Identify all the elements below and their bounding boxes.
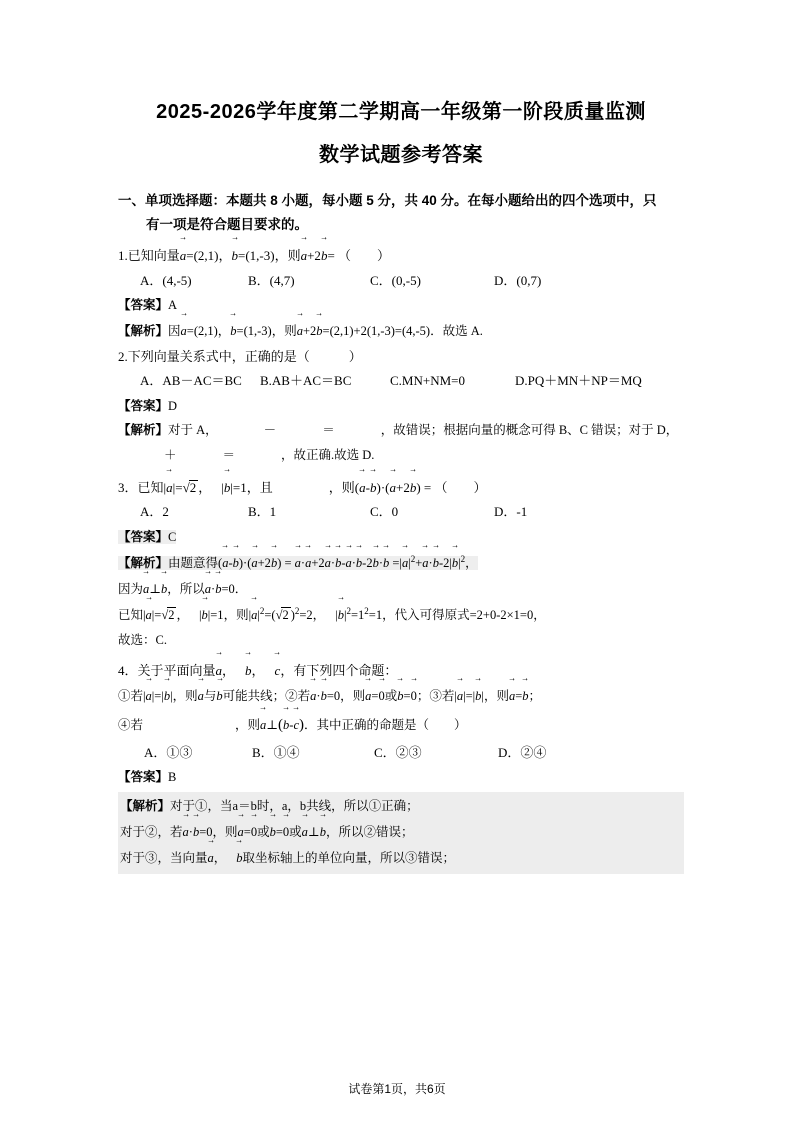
q4-vec-c: → c bbox=[275, 657, 281, 683]
question-1-options bbox=[118, 269, 684, 294]
question-1-answer bbox=[118, 293, 684, 317]
section-heading-line1: 一、单项选择题：本题共 8 小题，每小题 5 分，共 40 分。在每小题给出的四个选项中，只 bbox=[118, 193, 657, 208]
q4-answer-value: B bbox=[168, 770, 177, 785]
question-2-answer: 【答案】D bbox=[118, 398, 178, 413]
section-heading bbox=[118, 189, 684, 236]
question-4-analysis-line3: 对于③，当向量→ a， → b取坐标轴上的单位向量，所以③错误； bbox=[120, 845, 680, 871]
q3-vec-b: → b bbox=[224, 474, 231, 500]
q1-vector-a: → a bbox=[180, 242, 187, 268]
q3-option-b[interactable]: B．1 bbox=[248, 504, 277, 520]
question-3-analysis-line1: 【解析】由题意得(→ a-→ b)·(→ a+2→ b) = → a·→ a+2→ a·→ b-→ a·→ b-2→ b·→ b =|→ $a|^2+\to a\cdot\to b-2|\to b|^2$， bbox=[118, 549, 684, 575]
q1-option-d[interactable]: D．(0,7) bbox=[494, 272, 542, 288]
question-2-analysis-line1: 【解析】对于 A， － ＝ ，故错误；根据向量的概念可得 B、C 错误；对于 D， bbox=[118, 423, 679, 438]
q1-an-vec-a2: → a bbox=[297, 318, 303, 344]
question-2-options bbox=[118, 369, 684, 394]
question-4-stem: 4．关于平面向量→ a， → b， → c，有下列四个命题： bbox=[118, 657, 684, 683]
question-4-answer: 【答案】B bbox=[118, 770, 177, 785]
q2-option-c[interactable]: C.MN+NM=0 bbox=[390, 373, 465, 388]
question-4-analysis-line2: 对于②，若→ a·→ b=0，则→ a=→ 0或→ b=→ 0或→ a⊥→ b，所以②错误； bbox=[120, 819, 680, 845]
question-4-analysis-block bbox=[118, 792, 684, 874]
q1-eq2: =(1,-3)，则 bbox=[238, 248, 301, 264]
q1-vector-a2: → a bbox=[301, 242, 308, 268]
q2-answer-value: D bbox=[168, 398, 178, 413]
q1-option-b[interactable]: B．(4,7) bbox=[248, 272, 295, 288]
page-footer: 试卷第1页，共6页 bbox=[348, 1082, 446, 1096]
page-title-line2: 数学试题参考答案 bbox=[319, 144, 483, 166]
question-3-options bbox=[118, 500, 684, 525]
q1-vector-b2: → b bbox=[321, 242, 328, 268]
q3-answer-value: C bbox=[168, 530, 177, 545]
question-3-analysis-line2: 因为→ a⊥→ b，所以→ a·→ b=0． bbox=[118, 576, 684, 602]
q3-option-c[interactable]: C．0 bbox=[370, 504, 399, 520]
page-title-line1: 2025-2026学年度第二学期高一年级第一阶段质量监测 bbox=[156, 101, 646, 123]
question-4-analysis-line1: 【解析】对于①，当a＝b时，a，b共线，所以①正确； bbox=[120, 798, 419, 813]
q3-vec-b3: → b bbox=[410, 474, 417, 500]
q4-option-c[interactable]: C．②③ bbox=[374, 744, 422, 760]
question-3-analysis-line4: 故选：C. bbox=[118, 632, 167, 647]
question-2-analysis-line2: ＋ ＝ ，故正确.故选 D. bbox=[164, 448, 375, 463]
q1-an-vec-b2: → b bbox=[316, 318, 322, 344]
q1-an-vec-a: → a bbox=[181, 318, 187, 344]
question-4-options bbox=[118, 741, 684, 766]
q1-stem-prefix: 1.已知向量 bbox=[118, 248, 180, 264]
q2-option-d[interactable]: D.PQ＋MN＋NP＝MQ bbox=[515, 373, 642, 388]
q2-option-a[interactable]: A．AB－AC＝BC bbox=[140, 373, 242, 388]
q3-option-a[interactable]: A．2 bbox=[140, 504, 169, 520]
q1-option-c[interactable]: C．(0,-5) bbox=[370, 272, 421, 288]
q1-tail: = （ ） bbox=[327, 248, 391, 264]
question-3-answer: 【答案】C bbox=[118, 530, 177, 545]
q1-an-vec-b: → b bbox=[230, 318, 236, 344]
q3-vec-a: → a bbox=[166, 474, 173, 500]
q3-vec-a2: → a bbox=[359, 474, 366, 500]
q4-option-b[interactable]: B．①④ bbox=[252, 744, 300, 760]
section-heading-line2: 有一项是符合题目要求的。 bbox=[146, 216, 308, 232]
q1-vector-b: → b bbox=[232, 242, 239, 268]
question-1-analysis: 【解析】因→ a=(2,1)，→ b=(1,-3)，则→ a+2→ b=(2,1)+2(1,-3)=(4,-5)．故选 A. bbox=[118, 318, 684, 344]
q1-option-a[interactable]: A．(4,-5) bbox=[140, 272, 192, 288]
q4-option-d[interactable]: D．②④ bbox=[498, 744, 547, 760]
q3-vec-a3: → a bbox=[389, 474, 396, 500]
question-3-analysis-line3: 已知|→ a|=√2 ， |→ b|=1，则|→ $a|^2=(√2$ )$^2$=2， |→ $b|^2=1^2=1$，代入可得原式=2+0-2×1=0， bbox=[118, 602, 684, 628]
q4-vec-a: → a bbox=[216, 657, 223, 683]
question-3-stem: 3．已知|→ a|=√2 ， |→ b|=1，且 ，则(→ a-→ b)·(→ a+2→ b) = （ ） bbox=[118, 474, 684, 500]
q1-answer-value: A bbox=[168, 298, 178, 313]
question-4-prop-1: ①若|→ a|=|→ b|，则→ a与→ b可能共线；②若→ a·→ b=0，则→ a=→ 0或→ b=→ 0；③若|→ a|=|→ b|，则→ a=→ b； bbox=[118, 683, 684, 710]
q1-eq1: =(2,1)， bbox=[186, 248, 232, 264]
question-2-stem: 2.下列向量关系式中，正确的是（ ） bbox=[118, 348, 362, 364]
q4-vec-b: → b bbox=[245, 657, 252, 683]
answer-label: 【答案】 bbox=[118, 298, 169, 313]
question-4-prop-4: ④若 ，则→ a⊥(→ b-→ c)．其中正确的命题是（ ） bbox=[118, 710, 684, 741]
q3-vec-b2: → b bbox=[370, 474, 377, 500]
q1-expr: +2 bbox=[307, 248, 321, 264]
q2-option-b[interactable]: B.AB＋AC＝BC bbox=[260, 373, 352, 388]
question-1-stem bbox=[118, 242, 684, 268]
q3-option-d[interactable]: D．-1 bbox=[494, 504, 528, 520]
q4-option-a[interactable]: A．①③ bbox=[144, 744, 193, 760]
analysis-label: 【解析】 bbox=[118, 323, 169, 338]
